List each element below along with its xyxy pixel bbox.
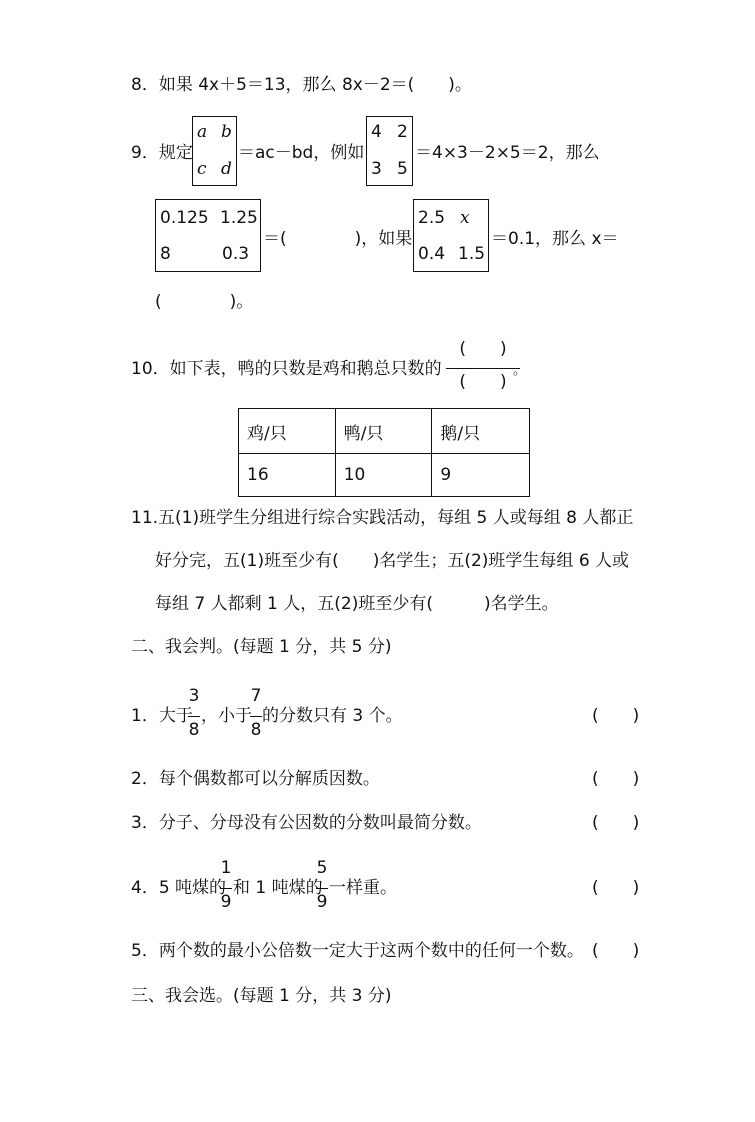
fraction-denominator: 8 xyxy=(188,720,200,740)
table-cell: 9 xyxy=(432,454,530,497)
matrix-cell: 1.5 xyxy=(458,244,486,264)
fraction-denominator: 8 xyxy=(250,720,262,740)
definition-rule: ＝ac－bd，例如 xyxy=(238,143,365,163)
matrix-cell: 2 xyxy=(397,122,408,142)
judge-1-answer-paren: ( ) xyxy=(592,706,640,726)
matrix-cell: 0.3 xyxy=(222,244,250,264)
matrix-cell: 5 xyxy=(397,159,408,179)
table-cell: 16 xyxy=(239,454,336,497)
fraction-numerator: 7 xyxy=(250,686,262,706)
section-2-title: 二、我会判。(每题 1 分，共 5 分) xyxy=(131,637,392,657)
judge-1-middle: ，小于 xyxy=(201,706,252,726)
matrix-cell: 3 xyxy=(371,159,382,179)
table-header: 鹅/只 xyxy=(432,409,530,454)
judge-3-answer-paren: ( ) xyxy=(592,813,640,833)
fraction-bar xyxy=(316,888,328,889)
judge-4-answer-paren: ( ) xyxy=(592,878,640,898)
judge-1-prefix: 1．大于 xyxy=(131,706,193,726)
judge-4-prefix: 4．5 吨煤的 xyxy=(131,878,227,898)
question-8: 8．如果 4x＋5＝13，那么 8x－2＝( )。 xyxy=(131,75,472,95)
judge-1-suffix: 的分数只有 3 个。 xyxy=(262,706,403,726)
matrix-cell-d: d xyxy=(221,159,232,179)
judge-2-answer-paren: ( ) xyxy=(592,769,640,789)
judge-3: 3．分子、分母没有公因数的分数叫最简分数。 xyxy=(131,813,482,833)
fraction-numerator: 3 xyxy=(188,686,200,706)
judge-2: 2．每个偶数都可以分解质因数。 xyxy=(131,769,380,789)
count-table xyxy=(238,408,530,497)
table-header-row xyxy=(239,409,530,454)
answer-denominator: ( ) xyxy=(459,372,507,392)
table-row xyxy=(239,454,530,497)
matrix-cell: 2.5 xyxy=(418,208,446,228)
section-3-title: 三、我会选。(每题 1 分，共 3 分) xyxy=(131,986,392,1006)
question-11-line-1: 11.五(1)班学生分组进行综合实践活动，每组 5 人或每组 8 人都正 xyxy=(131,508,634,528)
fraction-bar xyxy=(446,368,520,369)
fraction-denominator: 9 xyxy=(220,892,232,912)
fraction-denominator: 9 xyxy=(316,892,328,912)
question-9-lead: 9．规定 xyxy=(131,143,193,163)
matrix-one xyxy=(155,199,261,272)
matrix-cell-b: b xyxy=(221,122,232,142)
question-11-line-3: 每组 7 人都剩 1 人，五(2)班至少有( )名学生。 xyxy=(155,594,559,614)
fraction-numerator: 5 xyxy=(316,858,328,878)
matrix-two xyxy=(413,199,489,272)
matrix-cell: 8 xyxy=(160,244,171,264)
question-11-line-2: 好分完，五(1)班至少有( )名学生；五(2)班学生每组 6 人或 xyxy=(155,551,630,571)
table-header: 鸭/只 xyxy=(335,409,432,454)
fraction-bar xyxy=(188,716,200,717)
definition-matrix xyxy=(192,116,237,186)
matrix-one-answer: ＝( )，如果 xyxy=(263,229,413,249)
matrix-cell-a: a xyxy=(197,122,208,142)
example-result: ＝4×3－2×5＝2，那么 xyxy=(415,143,600,163)
fraction-bar xyxy=(250,716,262,717)
fraction-bar xyxy=(220,888,232,889)
matrix-cell: 0.125 xyxy=(160,208,209,228)
judge-5-answer-paren: ( ) xyxy=(592,941,640,961)
judge-4-suffix: 一样重。 xyxy=(329,878,397,898)
matrix-cell-c: c xyxy=(197,159,207,179)
judge-5: 5．两个数的最小公倍数一定大于这两个数中的任何一个数。 xyxy=(131,941,584,961)
answer-numerator: ( ) xyxy=(459,339,507,359)
table-header: 鸡/只 xyxy=(239,409,336,454)
example-matrix xyxy=(366,116,413,186)
sentence-end: 。 xyxy=(513,363,527,378)
matrix-two-condition: ＝0.1，那么 x＝ xyxy=(491,229,619,249)
fraction-numerator: 1 xyxy=(220,858,232,878)
matrix-cell: 4 xyxy=(371,122,382,142)
matrix-cell: 0.4 xyxy=(418,244,446,264)
question-9-tail: ( )。 xyxy=(155,292,254,312)
table-cell: 10 xyxy=(335,454,432,497)
matrix-cell: 1.25 xyxy=(220,208,258,228)
judge-4-middle: 和 1 吨煤的 xyxy=(233,878,323,898)
question-10: 10．如下表，鸭的只数是鸡和鹅总只数的 xyxy=(131,359,442,379)
matrix-cell: x xyxy=(460,208,470,228)
